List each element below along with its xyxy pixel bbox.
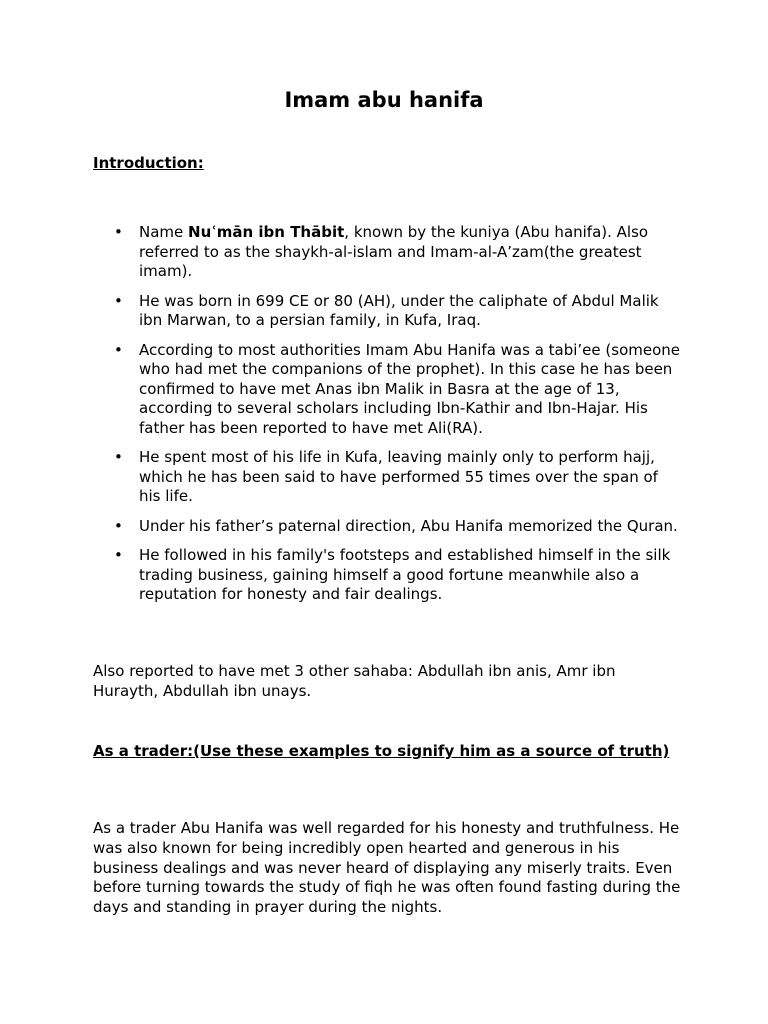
list-item [114, 546, 684, 605]
list-item [114, 516, 684, 537]
bullet-text-prefix: Name [139, 223, 189, 241]
bullet-icon: • [114, 546, 123, 564]
bullet-text-suffix: , known by the kuniya (Abu hanifa). Also referred to as the shaykh-al-islam and Imam-al-A’zam(the greatest imam). [139, 223, 649, 280]
bullet-text: He was born in 699 CE or 80 (AH), under the caliphate of Abdul Malik ibn Marwan, to a persian family, in Kufa, Iraq. [139, 291, 659, 329]
list-item [114, 340, 684, 439]
bullet-icon: • [114, 340, 123, 359]
sahaba-paragraph: Also reported to have met 3 other sahaba: Abdullah ibn anis, Amr ibn Hurayth, Abdullah ibn unays. [93, 662, 616, 700]
list-item [114, 448, 684, 507]
trader-heading: As a trader:(Use these examples to signify him as a source of truth) [93, 742, 670, 760]
introduction-bullet-list [114, 223, 684, 615]
bullet-text: He spent most of his life in Kufa, leaving mainly only to perform hajj, which he has been said to have performed 55 times over the span of his life. [139, 448, 658, 505]
bullet-icon: • [114, 291, 123, 310]
bullet-icon: • [114, 223, 123, 241]
introduction-heading: Introduction: [93, 154, 204, 172]
bullet-text-bold-name: Nuʿmān ibn Thābit [188, 223, 345, 241]
bullet-text: According to most authorities Imam Abu Hanifa was a tabi’ee (someone who had met the companions of the prophet). In this case he has been confirmed to have met Anas ibn Malik in Basra at the age of 13, according to several scholars including Ibn-Kathir and Ibn-Hajar. His father has been reported to have met Ali(RA). [139, 340, 681, 437]
list-item [114, 291, 684, 331]
bullet-text: Under his father’s paternal direction, Abu Hanifa memorized the Quran. [139, 516, 678, 535]
trader-paragraph: As a trader Abu Hanifa was well regarded for his honesty and truthfulness. He was also known for being incredibly open hearted and generous in his business dealings and was never heard of displaying any miserly traits. Even before turning towards the study of fiqh he was often found fasting during the days and standing in prayer during the nights. [93, 819, 681, 917]
list-item [114, 223, 684, 282]
bullet-text: He followed in his family's footsteps and established himself in the silk trading business, gaining himself a good fortune meanwhile also a reputation for honesty and fair dealings. [139, 546, 671, 603]
bullet-icon: • [114, 516, 123, 535]
bullet-icon: • [114, 448, 123, 466]
document-title: Imam abu hanifa [284, 88, 484, 112]
